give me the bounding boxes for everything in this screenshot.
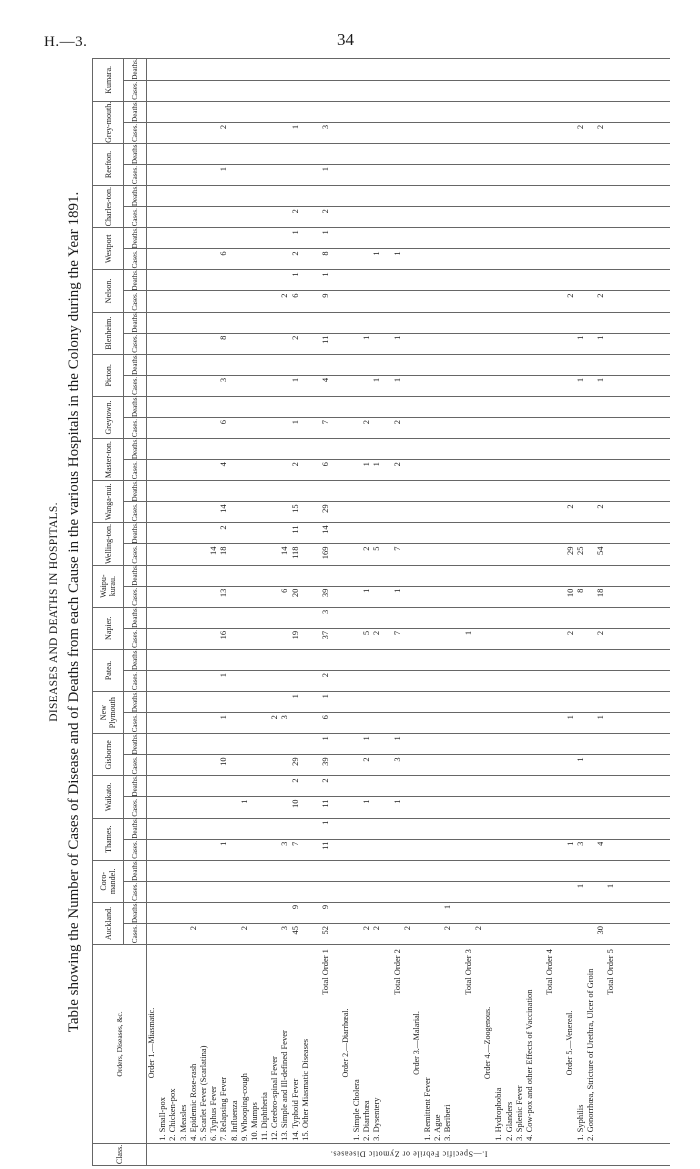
deaths-subheader: Deaths. <box>124 186 147 207</box>
cases-subheader: Cases. <box>124 333 147 354</box>
deaths-subheader: Deaths. <box>124 523 147 544</box>
count-value: 2 <box>218 525 229 530</box>
cases-subheader: Cases. <box>124 460 147 481</box>
deaths-column <box>147 818 671 839</box>
orders-header: Orders, Diseases, &c. <box>93 945 147 1144</box>
disease-label: 3. Splenic Fever <box>513 1085 524 1141</box>
cases-subheader: Cases. <box>124 291 147 312</box>
count-value: 3 <box>320 124 331 130</box>
count-value: 2 <box>320 209 331 214</box>
hospital-header: Grey-mouth. <box>93 101 124 143</box>
count-value: 19 <box>289 630 300 640</box>
cases-column <box>147 544 671 565</box>
count-value: 2 <box>360 419 371 425</box>
disease-label: 1. Simple Cholera <box>350 1079 361 1141</box>
cases-column <box>147 628 671 649</box>
count-value: 11 <box>320 841 331 850</box>
count-value: 2 <box>371 630 382 636</box>
deaths-subheader: Deaths. <box>124 101 147 122</box>
disease-label: 7. Relapsing Fever <box>218 1076 229 1141</box>
count-value: 6 <box>218 251 229 256</box>
cases-subheader: Cases. <box>124 502 147 523</box>
order-heading: Order 3.—Malarial. <box>411 1011 421 1075</box>
count-value: 1 <box>360 588 371 593</box>
report-code: H.—3. <box>44 34 88 50</box>
count-value: 18 <box>595 588 606 598</box>
hospital-header: Blenheim. <box>93 312 124 354</box>
count-value: 1 <box>564 715 575 720</box>
count-value: 2 <box>371 925 382 931</box>
disease-label: 2. Ague <box>432 1114 443 1141</box>
hospital-header: Thames. <box>93 818 124 860</box>
cases-column <box>147 164 671 185</box>
count-value: 11 <box>289 525 300 534</box>
cases-subheader: Cases. <box>124 249 147 270</box>
count-value: 3 <box>279 925 290 931</box>
order-heading: Order 2.—Diarrhœal. <box>340 1008 350 1078</box>
deaths-column <box>147 692 671 713</box>
count-value: 5 <box>371 546 382 551</box>
hospital-header: Napier. <box>93 607 124 649</box>
count-value: 2 <box>360 925 371 931</box>
hospital-header: New Plymouth <box>93 692 124 734</box>
disease-label: 2. Chicken-pox <box>167 1088 178 1141</box>
count-value: 118 <box>289 546 300 559</box>
count-value: 2 <box>401 925 412 931</box>
deaths-subheader: Deaths. <box>124 439 147 460</box>
count-value: 2 <box>564 293 575 298</box>
hospital-header: Waipu-kurau. <box>93 565 124 607</box>
hospital-header: Auckland. <box>93 902 124 944</box>
deaths-subheader: Deaths. <box>124 565 147 586</box>
deaths-subheader: Deaths. <box>124 649 147 670</box>
class-label: I.—Specific Febrile or Zymotic Diseases. <box>147 1143 671 1165</box>
orders-column <box>147 945 671 1144</box>
deaths-column <box>147 354 671 375</box>
cases-subheader: Cases. <box>124 586 147 607</box>
hospital-header: Patea. <box>93 649 124 691</box>
count-value: 1 <box>320 272 331 277</box>
count-value: 1 <box>289 230 300 235</box>
count-value: 29 <box>564 546 575 555</box>
count-value: 1 <box>320 166 331 172</box>
cases-column <box>147 207 671 228</box>
disease-label: 4. Epidemic Rose-rash <box>187 1063 198 1141</box>
disease-table <box>92 58 670 1166</box>
cases-subheader: Cases. <box>124 755 147 776</box>
count-value: 10 <box>218 757 229 766</box>
cases-column <box>147 375 671 396</box>
count-value: 29 <box>320 504 331 513</box>
count-value: 1 <box>371 377 382 383</box>
count-value: 1 <box>462 630 473 636</box>
count-value: 18 <box>218 546 229 555</box>
count-value: 39 <box>320 588 331 598</box>
deaths-subheader: Deaths. <box>124 396 147 417</box>
deaths-subheader: Deaths. <box>124 860 147 881</box>
disease-label: 14. Typhoid Fever <box>289 1078 300 1141</box>
count-value: 9 <box>320 293 331 298</box>
count-value: 9 <box>320 904 331 910</box>
count-value: 2 <box>320 778 331 783</box>
count-value: 20 <box>289 588 300 598</box>
cases-column <box>147 249 671 270</box>
count-value: 4 <box>595 841 606 846</box>
disease-label: 15. Other Miasmatic Diseases <box>299 1038 310 1141</box>
hospital-header: Charles-ton. <box>93 186 124 228</box>
count-value: 3 <box>218 377 229 383</box>
deaths-subheader: Deaths. <box>124 902 147 923</box>
count-value: 3 <box>279 715 290 720</box>
deaths-column <box>147 523 671 544</box>
deaths-subheader: Deaths. <box>124 734 147 755</box>
count-value: 1 <box>391 335 402 340</box>
count-value: 15 <box>289 504 300 513</box>
cases-column <box>147 333 671 354</box>
disease-label: 1. Small-pox <box>157 1096 168 1141</box>
count-value: 2 <box>218 124 229 130</box>
count-value: 1 <box>360 736 371 741</box>
cases-column <box>147 797 671 818</box>
cases-subheader: Cases. <box>124 207 147 228</box>
count-value: 1 <box>320 820 331 825</box>
cases-subheader: Cases. <box>124 628 147 649</box>
count-value: 1 <box>391 251 402 256</box>
deaths-column <box>147 228 671 249</box>
cases-subheader: Cases. <box>124 670 147 691</box>
count-value: 2 <box>564 504 575 509</box>
count-value: 7 <box>391 546 402 551</box>
count-value: 1 <box>218 166 229 172</box>
page-number: 34 <box>337 30 354 49</box>
cases-column <box>147 80 671 101</box>
deaths-column <box>147 270 671 291</box>
count-value: 1 <box>289 419 300 425</box>
count-value: 9 <box>289 904 300 910</box>
count-value: 1 <box>360 335 371 340</box>
count-value: 39 <box>320 757 331 766</box>
count-value: 1 <box>442 904 453 910</box>
count-value: 1 <box>320 694 331 699</box>
count-value: 2 <box>269 715 280 720</box>
count-value: 1 <box>289 124 300 130</box>
count-value: 169 <box>320 546 331 560</box>
count-value: 13 <box>218 588 229 598</box>
count-value: 8 <box>320 251 331 256</box>
count-value: 1 <box>360 462 371 467</box>
deaths-subheader: Deaths. <box>124 270 147 291</box>
deaths-column <box>147 396 671 417</box>
table-title: DISEASES AND DEATHS IN HOSPITALS. <box>48 502 60 722</box>
hospital-header: Nelson. <box>93 270 124 312</box>
order-total-label: Total Order 5 <box>605 949 616 995</box>
count-value: 37 <box>320 630 331 640</box>
count-value: 1 <box>238 799 249 804</box>
count-value: 6 <box>289 293 300 298</box>
count-value: 45 <box>289 925 300 935</box>
count-value: 2 <box>187 925 198 931</box>
count-value: 2 <box>595 293 606 298</box>
count-value: 1 <box>218 715 229 720</box>
count-value: 3 <box>391 757 402 762</box>
cases-column <box>147 881 671 902</box>
count-value: 1 <box>605 883 616 889</box>
cases-subheader: Cases. <box>124 923 147 944</box>
cases-subheader: Cases. <box>124 797 147 818</box>
count-value: 3 <box>320 609 331 614</box>
count-value: 4 <box>320 377 331 383</box>
count-value: 10 <box>289 799 300 808</box>
disease-label: 2. Gonorrhœa, Stricture of Urethra, Ulcer of Groin <box>585 968 596 1141</box>
order-total-label: Total Order 1 <box>320 949 331 995</box>
count-value: 1 <box>391 377 402 383</box>
cases-column <box>147 839 671 860</box>
cases-column <box>147 460 671 481</box>
count-value: 1 <box>564 841 575 846</box>
deaths-subheader: Deaths. <box>124 312 147 333</box>
deaths-column <box>147 860 671 881</box>
count-value: 3 <box>574 841 585 846</box>
disease-label: 3. Beriberi <box>442 1104 453 1141</box>
count-value: 1 <box>218 672 229 678</box>
disease-label: 9. Whooping-cough <box>238 1073 249 1141</box>
cases-subheader: Cases. <box>124 164 147 185</box>
count-value: 2 <box>360 546 371 551</box>
count-value: 1 <box>574 335 585 340</box>
count-value: 3 <box>279 841 290 846</box>
count-value: 8 <box>574 588 585 593</box>
deaths-subheader: Deaths. <box>124 692 147 713</box>
order-total-label: Total Order 3 <box>462 949 473 995</box>
disease-label: 3. Measles <box>177 1104 188 1141</box>
disease-label: 10. Mumps <box>248 1102 259 1141</box>
order-total-label: Total Order 2 <box>391 949 402 995</box>
hospital-header: Wanga-nui. <box>93 481 124 523</box>
hospital-header: Westport <box>93 228 124 270</box>
count-value: 1 <box>595 335 606 340</box>
deaths-subheader: Deaths. <box>124 481 147 502</box>
deaths-column <box>147 776 671 797</box>
count-value: 52 <box>320 925 331 935</box>
deaths-subheader: Deaths. <box>124 354 147 375</box>
deaths-subheader: Deaths. <box>124 59 147 81</box>
deaths-column <box>147 565 671 586</box>
cases-column <box>147 291 671 312</box>
deaths-column <box>147 101 671 122</box>
count-value: 2 <box>391 462 402 467</box>
deaths-column <box>147 649 671 670</box>
count-value: 7 <box>320 419 331 425</box>
deaths-column <box>147 143 671 164</box>
disease-label: 6. Typhus Fever <box>208 1086 219 1141</box>
cases-subheader: Cases. <box>124 375 147 396</box>
count-value: 2 <box>564 630 575 636</box>
hospital-header: Coro-mandel. <box>93 860 124 902</box>
count-value: 2 <box>289 462 300 467</box>
count-value: 2 <box>595 504 606 509</box>
cases-column <box>147 122 671 143</box>
count-value: 2 <box>279 293 290 298</box>
count-value: 7 <box>289 841 300 846</box>
count-value: 2 <box>289 251 300 256</box>
cases-subheader: Cases. <box>124 839 147 860</box>
count-value: 29 <box>289 757 300 766</box>
disease-label: 5. Scarlet Fever (Scarlatina) <box>197 1045 208 1141</box>
count-value: 2 <box>574 124 585 130</box>
count-value: 6 <box>320 462 331 467</box>
count-value: 2 <box>595 630 606 636</box>
cases-column <box>147 502 671 523</box>
order-heading: Order 5.—Venereal. <box>564 1010 574 1076</box>
order-heading: Order 1.—Miasmatic. <box>147 1007 156 1079</box>
deaths-column <box>147 59 671 81</box>
rotated-table-region <box>48 58 673 1166</box>
hospital-header: Kumara. <box>93 59 124 102</box>
hospital-header: Picton. <box>93 354 124 396</box>
count-value: 5 <box>360 630 371 636</box>
count-value: 14 <box>208 546 219 555</box>
count-value: 25 <box>574 546 585 555</box>
hospital-header: Greytown. <box>93 396 124 438</box>
count-value: 2 <box>473 925 483 931</box>
count-value: 1 <box>574 757 585 762</box>
count-value: 1 <box>289 272 300 277</box>
count-value: 2 <box>289 209 300 214</box>
cases-column <box>147 755 671 776</box>
deaths-column <box>147 734 671 755</box>
count-value: 1 <box>574 377 585 383</box>
cases-column <box>147 923 671 944</box>
count-value: 16 <box>218 630 229 640</box>
count-value: 2 <box>238 925 249 931</box>
hospital-header: Gisborne <box>93 734 124 776</box>
disease-label: 1. Hydrophobia <box>493 1087 504 1141</box>
count-value: 1 <box>391 799 402 804</box>
hospital-header: Waikato. <box>93 776 124 818</box>
count-value: 30 <box>595 925 606 935</box>
disease-label: 8. Influenza <box>228 1100 239 1141</box>
disease-label: 4. Cow-pox and other Effects of Vaccination <box>523 989 534 1141</box>
count-value: 2 <box>595 124 606 130</box>
count-value: 1 <box>391 736 402 741</box>
deaths-subheader: Deaths. <box>124 228 147 249</box>
order-heading: Order 4.—Zoogenous. <box>483 1006 493 1080</box>
count-value: 1 <box>391 588 402 593</box>
count-value: 1 <box>371 251 382 256</box>
count-value: 2 <box>320 672 331 678</box>
deaths-column <box>147 481 671 502</box>
cases-column <box>147 713 671 734</box>
count-value: 6 <box>279 588 290 593</box>
count-value: 2 <box>360 757 371 762</box>
count-value: 14 <box>320 525 331 534</box>
count-value: 2 <box>289 778 300 783</box>
count-value: 6 <box>218 419 229 425</box>
disease-label: 12. Cerebro-spinal Fever <box>269 1056 280 1141</box>
cases-subheader: Cases. <box>124 544 147 565</box>
cases-column <box>147 586 671 607</box>
count-value: 1 <box>595 377 606 383</box>
deaths-column <box>147 186 671 207</box>
count-value: 6 <box>320 715 331 720</box>
count-value: 2 <box>391 419 402 425</box>
count-value: 14 <box>279 546 290 555</box>
deaths-subheader: Deaths. <box>124 607 147 628</box>
count-value: 1 <box>371 462 382 467</box>
count-value: 7 <box>391 630 402 636</box>
deaths-column <box>147 902 671 923</box>
deaths-column <box>147 439 671 460</box>
count-value: 54 <box>595 546 606 555</box>
count-value: 1 <box>595 715 606 720</box>
count-value: 11 <box>320 799 331 808</box>
cases-column <box>147 417 671 438</box>
cases-subheader: Cases. <box>124 417 147 438</box>
disease-label: 1. Syphilis <box>574 1104 585 1141</box>
hospital-header: Reefton. <box>93 143 124 185</box>
table-subtitle: Table showing the Number of Cases of Disease and of Deaths from each Cause in the various Hospitals in the Colony during the Year 1891. <box>66 191 82 1033</box>
count-value: 14 <box>218 504 229 513</box>
disease-label: 2. Diarrhœa <box>360 1100 371 1141</box>
disease-label: 2. Glanders <box>503 1101 514 1141</box>
count-value: 1 <box>320 736 331 741</box>
deaths-subheader: Deaths. <box>124 776 147 797</box>
count-value: 1 <box>218 841 229 846</box>
deaths-subheader: Deaths. <box>124 143 147 164</box>
hospital-header: Welling-ton. <box>93 523 124 565</box>
count-value: 4 <box>218 462 229 467</box>
count-value: 1 <box>289 377 300 383</box>
deaths-column <box>147 312 671 333</box>
disease-label: 3. Dysentery <box>371 1097 382 1141</box>
hospital-header: Master-ton. <box>93 439 124 481</box>
order-total-label: Total Order 4 <box>544 949 555 995</box>
count-value: 10 <box>564 588 575 598</box>
disease-label: 11. Diphtheria <box>259 1092 270 1141</box>
cases-subheader: Cases. <box>124 122 147 143</box>
class-header: Class. <box>93 1143 147 1165</box>
disease-label: 1. Remittent Fever <box>422 1077 433 1141</box>
deaths-subheader: Deaths. <box>124 818 147 839</box>
cases-column <box>147 670 671 691</box>
deaths-column <box>147 607 671 628</box>
disease-label: 13. Simple and Ill-defined Fever <box>279 1030 290 1141</box>
page-header <box>0 26 700 54</box>
count-value: 1 <box>360 799 371 804</box>
count-value: 2 <box>442 925 453 931</box>
count-value: 2 <box>289 335 300 340</box>
count-value: 1 <box>320 230 331 235</box>
cases-subheader: Cases. <box>124 881 147 902</box>
cases-subheader: Cases. <box>124 80 147 101</box>
count-value: 1 <box>574 883 585 889</box>
count-value: 1 <box>289 694 300 699</box>
count-value: 11 <box>320 335 331 344</box>
count-value: 8 <box>218 335 229 340</box>
cases-subheader: Cases. <box>124 713 147 734</box>
